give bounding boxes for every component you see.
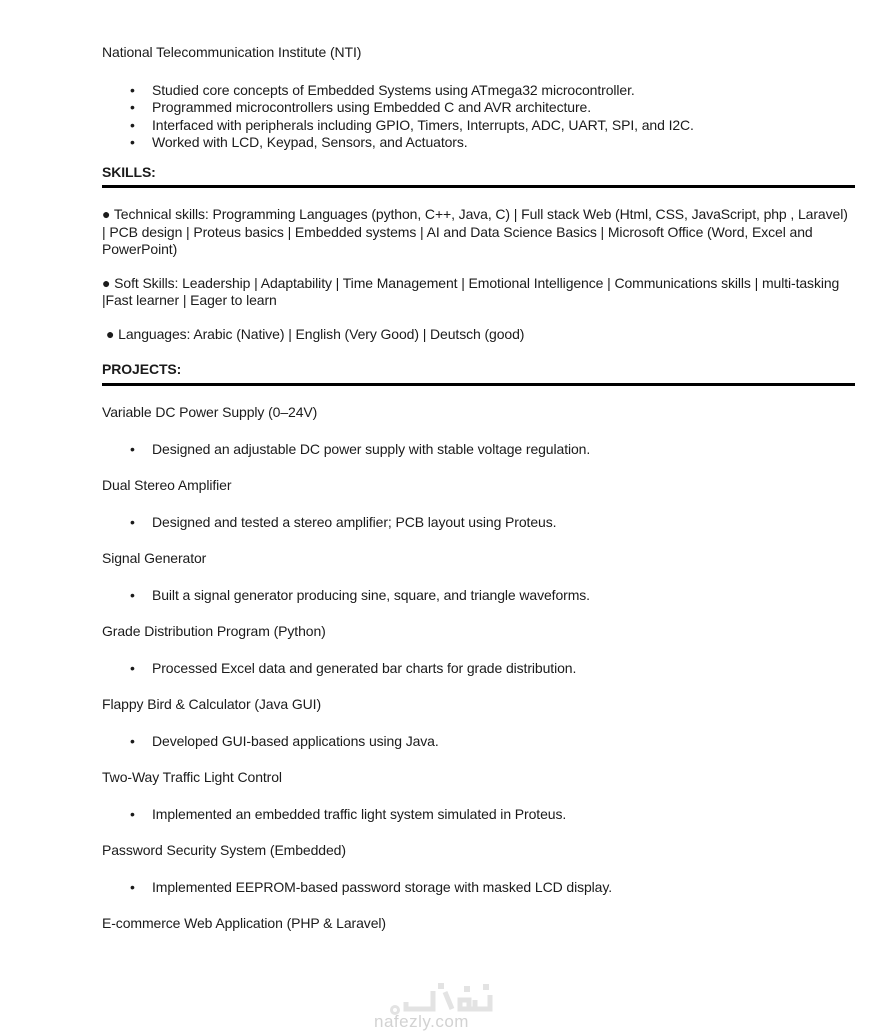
project-bullet-item: • Built a signal generator producing sine, square, and triangle waveforms. <box>102 587 855 605</box>
education-bullet-item: • Studied core concepts of Embedded Systems using ATmega32 microcontroller. <box>102 82 855 100</box>
project-title: E-commerce Web Application (PHP & Laravel) <box>102 914 386 931</box>
project-bullet-item: • Designed and tested a stereo amplifier; PCB layout using Proteus. <box>102 514 855 532</box>
education-bullet-list <box>102 82 855 152</box>
watermark-site-text: nafezly.com <box>374 1012 469 1031</box>
education-bullet-item: • Worked with LCD, Keypad, Sensors, and Actuators. <box>102 134 855 152</box>
education-bullet-item: • Programmed microcontrollers using Embedded C and AVR architecture. <box>102 99 855 117</box>
project-title: Two-Way Traffic Light Control <box>102 768 282 785</box>
skills-heading: SKILLS: <box>102 163 156 180</box>
technical-skills-text: ● Technical skills: Programming Languages (python, C++, Java, C) | Full stack Web (Html, CSS, JavaScript, php , Laravel) | PCB design | Proteus basics | Embedded systems | AI and Data Science Basics | Microsoft Office (Word, Excel and PowerPoint) <box>102 206 848 257</box>
project-bullet-item: • Implemented an embedded traffic light system simulated in Proteus. <box>102 806 855 824</box>
project-bullet-item: • Designed an adjustable DC power supply with stable voltage regulation. <box>102 441 855 459</box>
soft-skills-text: ● Soft Skills: Leadership | Adaptability | Time Management | Emotional Intelligence | Communications skills | multi-tasking |Fast learner | Eager to learn <box>102 274 840 308</box>
project-bullet-item: • Developed GUI-based applications using Java. <box>102 733 855 751</box>
education-institution: National Telecommunication Institute (NTI) <box>102 44 362 60</box>
project-title: Flappy Bird & Calculator (Java GUI) <box>102 695 322 712</box>
project-title: Dual Stereo Amplifier <box>102 476 232 493</box>
project-bullet-item: • Implemented EEPROM-based password storage with masked LCD display. <box>102 879 855 897</box>
projects-heading: PROJECTS: <box>102 361 182 377</box>
project-title: Password Security System (Embedded) <box>102 841 346 858</box>
education-bullet-item: • Interfaced with peripherals including GPIO, Timers, Interrupts, ADC, UART, SPI, and I2C. <box>102 117 855 135</box>
project-item <box>102 623 855 678</box>
project-item <box>102 915 855 933</box>
project-item <box>102 696 855 751</box>
projects-list <box>102 404 855 933</box>
project-title: Signal Generator <box>102 549 207 566</box>
skills-divider <box>102 185 855 188</box>
project-bullet-item: • Processed Excel data and generated bar charts for grade distribution. <box>102 660 855 678</box>
watermark <box>374 983 493 1030</box>
project-item <box>102 550 855 605</box>
projects-divider <box>102 383 855 386</box>
languages-text: ● Languages: Arabic (Native) | English (Very Good) | Deutsch (good) <box>106 325 525 342</box>
project-title: Grade Distribution Program (Python) <box>102 622 326 639</box>
project-item <box>102 477 855 532</box>
nafezly-logo-icon <box>388 983 493 1015</box>
project-title: Variable DC Power Supply (0–24V) <box>102 403 318 420</box>
project-item <box>102 842 855 897</box>
project-item <box>102 769 855 824</box>
project-item <box>102 404 855 459</box>
